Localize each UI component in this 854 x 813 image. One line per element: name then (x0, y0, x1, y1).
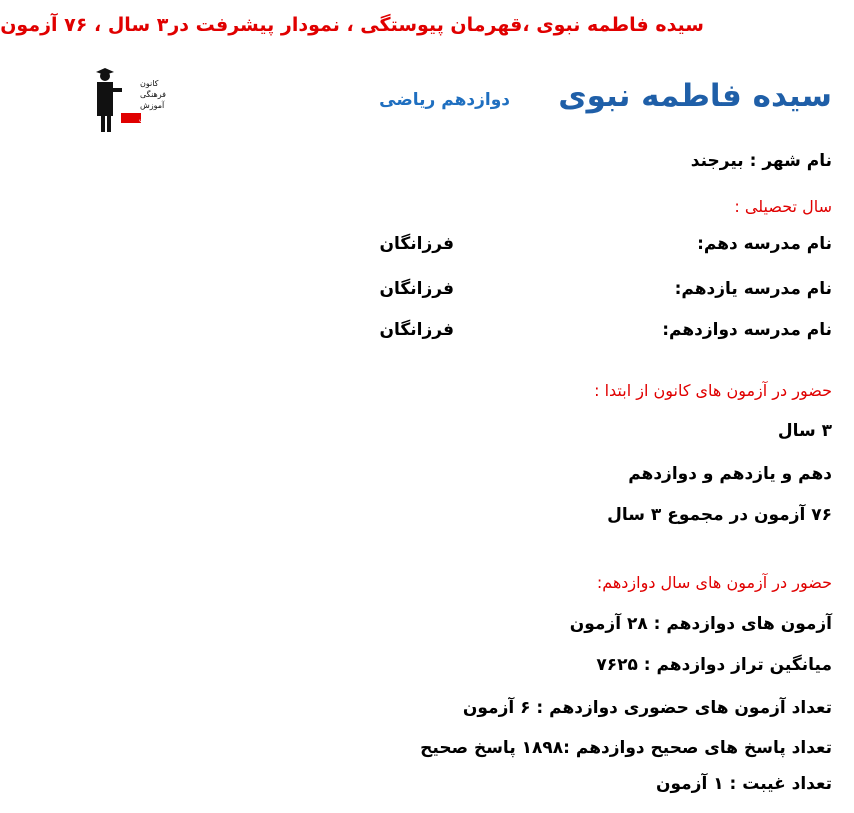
attendance-total: ۷۶ آزمون در مجموع ۳ سال (607, 505, 832, 525)
school-11-label: نام مدرسه یازدهم: (674, 279, 832, 299)
logo-badge: قلم‌چی (139, 115, 160, 123)
logo-text-2: فرهنگی (140, 90, 166, 99)
attendance-years: ۳ سال (777, 421, 832, 441)
page-title: سیده فاطمه نبوی ،قهرمان پیوستگی ، نمودار پیشرفت در۳ سال ، ۷۶ آزمون (0, 14, 704, 36)
city-line: نام شهر : بیرجند (690, 151, 832, 171)
school-10-value: فرزانگان (379, 234, 454, 254)
attendance-grades: دهم و یازدهم و دوازدهم (628, 464, 832, 484)
logo-text-3: آموزش (140, 101, 165, 110)
twelfth-absence: تعداد غیبت : ۱ آزمون (655, 774, 832, 794)
student-name: سیده فاطمه نبوی (558, 78, 832, 114)
school-11-value: فرزانگان (379, 279, 454, 299)
attendance-label: حضور در آزمون های کانون از ابتدا : (594, 381, 832, 400)
twelfth-inperson: تعداد آزمون های حضوری دوازدهم : ۶ آزمون (462, 698, 832, 718)
twelfth-exams: آزمون های دوازدهم : ۲۸ آزمون (569, 614, 832, 634)
school-12-label: نام مدرسه دوازدهم: (662, 320, 832, 340)
twelfth-label: حضور در آزمون های سال دوازدهم: (596, 573, 832, 592)
twelfth-average: میانگین تراز دوازدهم : ۷۶۲۵ (596, 655, 832, 675)
grade-label: دوازدهم ریاضی (379, 90, 510, 110)
kanoon-logo-icon (93, 66, 166, 136)
school-12-value: فرزانگان (379, 320, 454, 340)
school-10-label: نام مدرسه دهم: (697, 234, 832, 254)
logo-text-1: کانون (140, 79, 159, 88)
academic-year-label: سال تحصیلی : (734, 197, 832, 216)
twelfth-correct: تعداد پاسخ های صحیح دوازدهم :۱۸۹۸ پاسخ صحیح (420, 738, 832, 758)
